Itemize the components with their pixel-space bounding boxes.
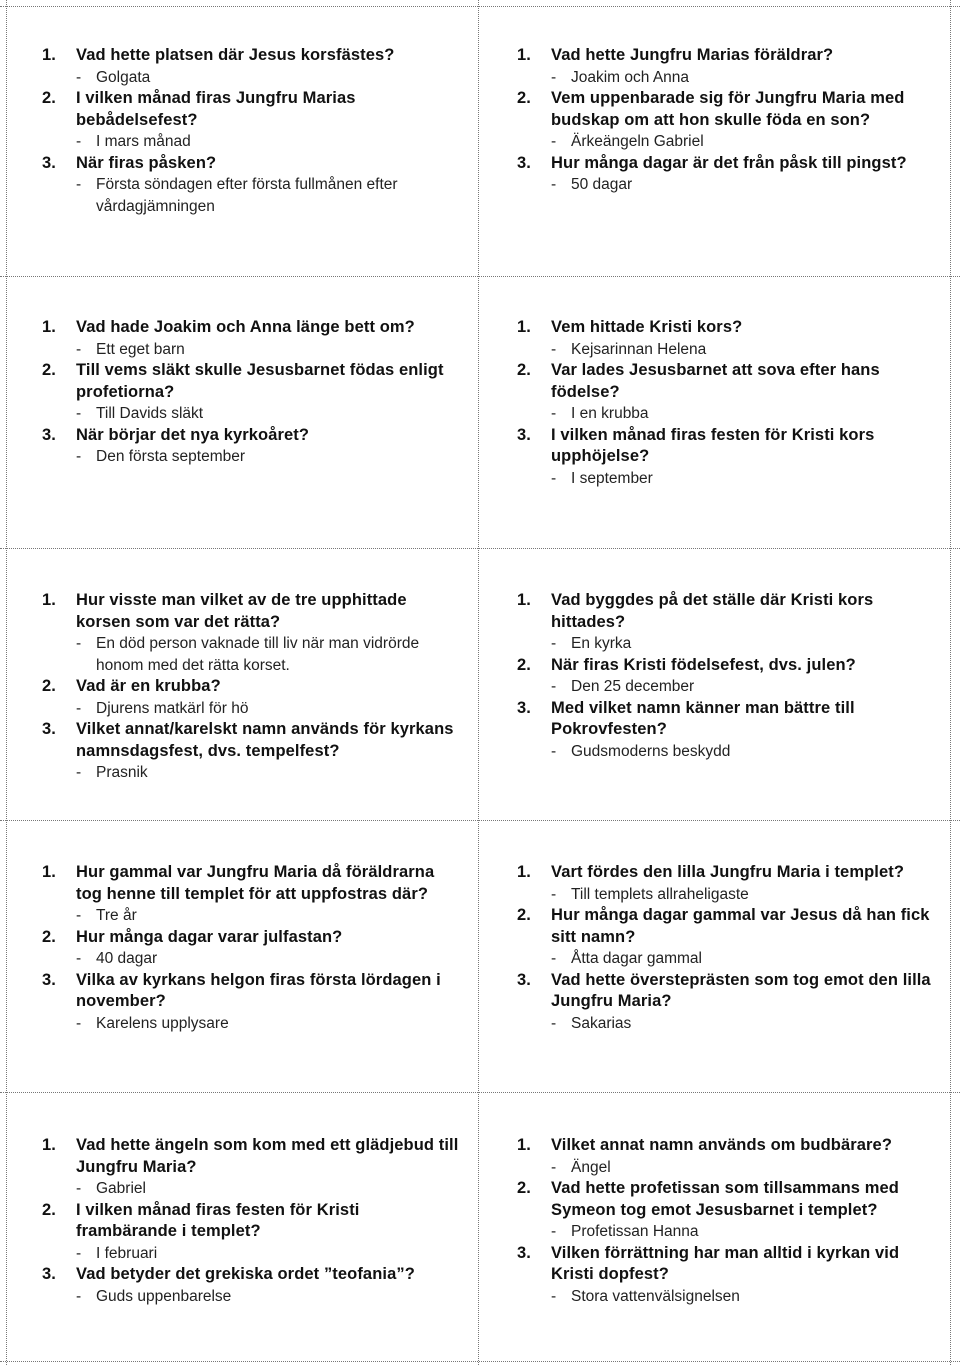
question — [42, 45, 462, 67]
question-text: Vem uppenbarade sig för Jungfru Maria med budskap om att hon skulle föda en son? — [551, 89, 905, 129]
answer — [517, 468, 937, 490]
answer — [517, 1013, 937, 1035]
answer — [42, 1178, 462, 1200]
answer — [42, 67, 462, 89]
question-text: Vilka av kyrkans helgon firas första lördagen i november? — [76, 970, 441, 1010]
question-text: Vad är en krubba? — [76, 677, 221, 695]
question-number: 3. — [517, 425, 531, 444]
answer-dash-icon: - — [551, 340, 557, 358]
question — [517, 590, 937, 633]
answer-dash-icon: - — [76, 907, 82, 924]
answer-text: Kejsarinnan Helena — [571, 340, 707, 358]
quiz-card — [517, 1135, 937, 1307]
question — [517, 1243, 937, 1286]
answer-dash-icon: - — [551, 1014, 557, 1032]
answer-text: En död person vaknade till liv när man vidrörde honom med det rätta korset. — [96, 635, 420, 674]
question — [42, 317, 462, 339]
question-text: Vad betyder det grekiska ordet ”teofania”? — [76, 1265, 415, 1283]
cut-line-row-1 — [0, 276, 960, 277]
answer-dash-icon: - — [76, 1287, 82, 1305]
question — [517, 862, 937, 884]
question-text: Vad hette Jungfru Marias föräldrar? — [551, 46, 834, 64]
question-number: 3. — [517, 1243, 531, 1262]
question-number: 2. — [517, 89, 531, 107]
answer-text: Stora vattenvälsignelsen — [571, 1287, 740, 1305]
question-list — [517, 317, 937, 489]
answer-dash-icon: - — [551, 1223, 557, 1240]
answer-dash-icon: - — [76, 340, 82, 358]
question — [42, 1264, 462, 1286]
answer-text: Joakim och Anna — [571, 68, 690, 86]
question-list — [517, 590, 937, 762]
question — [517, 905, 937, 948]
quiz-card — [42, 317, 462, 468]
answer — [42, 633, 462, 676]
answer — [42, 131, 462, 153]
answer-text: Profetissan Hanna — [571, 1223, 699, 1240]
answer — [517, 131, 937, 153]
question-text: När firas påsken? — [76, 153, 217, 172]
answer — [517, 174, 937, 196]
quiz-card — [42, 862, 462, 1034]
cut-line-row-3 — [0, 820, 960, 821]
question-number: 2. — [517, 361, 531, 379]
answer — [517, 884, 937, 906]
cut-line-right — [950, 0, 951, 1365]
answer — [517, 339, 937, 361]
answer — [42, 339, 462, 361]
answer-dash-icon: - — [551, 1287, 557, 1305]
answer-text: Guds uppenbarelse — [96, 1287, 232, 1305]
question — [42, 590, 462, 633]
question-number: 2. — [42, 89, 56, 107]
question-number: 2. — [42, 1200, 56, 1219]
answer-text: Åtta dagar gammal — [571, 950, 702, 967]
answer-text: Den 25 december — [571, 678, 695, 695]
answer — [517, 633, 937, 655]
cut-line-row-2 — [0, 548, 960, 549]
question-number: 1. — [517, 1136, 531, 1154]
question — [517, 45, 937, 67]
question — [42, 425, 462, 447]
answer-dash-icon: - — [76, 699, 82, 717]
question-text: Hur gammal var Jungfru Maria då föräldrarna tog henne till templet för att uppfostras där? — [76, 863, 435, 903]
answer — [42, 1286, 462, 1308]
answer-dash-icon: - — [76, 950, 82, 967]
question-number: 1. — [517, 863, 531, 881]
question — [42, 360, 462, 403]
question-number: 1. — [42, 1136, 56, 1154]
answer-dash-icon: - — [76, 68, 82, 86]
cut-line-left — [6, 0, 7, 1365]
question-text: När börjar det nya kyrkoåret? — [76, 425, 310, 444]
question — [42, 862, 462, 905]
cut-line-row-4 — [0, 1092, 960, 1093]
answer — [42, 446, 462, 468]
question-text: Var lades Jesusbarnet att sova efter hans födelse? — [551, 361, 880, 401]
answer-text: 50 dagar — [571, 176, 633, 193]
question — [517, 698, 937, 741]
answer-text: Till templets allraheligaste — [571, 885, 749, 903]
question-text: Vad hette ängeln som kom med ett glädjebud till Jungfru Maria? — [76, 1136, 459, 1176]
question-list — [517, 862, 937, 1034]
question — [517, 1135, 937, 1157]
answer-dash-icon: - — [551, 405, 557, 422]
answer-dash-icon: - — [76, 133, 82, 150]
answer-text: I mars månad — [96, 133, 191, 150]
cut-line-top — [0, 6, 960, 7]
answer — [517, 67, 937, 89]
question — [517, 360, 937, 403]
answer-text: Första söndagen efter första fullmånen efter vårdagjämningen — [96, 176, 398, 215]
answer-dash-icon: - — [551, 678, 557, 695]
question-text: Vad hette profetissan som tillsammans med Symeon tog emot Jesusbarnet i templet? — [551, 1179, 899, 1219]
answer-dash-icon: - — [76, 1180, 82, 1197]
answer-dash-icon: - — [76, 1244, 82, 1262]
question-number: 1. — [42, 318, 56, 336]
answer-dash-icon: - — [551, 68, 557, 86]
answer-dash-icon: - — [76, 405, 82, 422]
answer — [517, 741, 937, 763]
question-text: Vad hette platsen där Jesus korsfästes? — [76, 46, 395, 64]
answer-text: Golgata — [96, 68, 151, 86]
answer-text: Sakarias — [571, 1014, 632, 1032]
answer-text: Gudsmoderns beskydd — [571, 742, 731, 760]
question-text: Till vems släkt skulle Jesusbarnet födas enligt profetiorna? — [76, 361, 444, 401]
question — [42, 676, 462, 698]
answer — [42, 762, 462, 784]
question-list — [42, 45, 462, 217]
question — [42, 970, 462, 1013]
answer-text: Ett eget barn — [96, 340, 185, 358]
question-list — [42, 590, 462, 784]
answer-dash-icon: - — [76, 635, 82, 652]
question-number: 2. — [42, 927, 56, 946]
answer-text: Prasnik — [96, 764, 148, 781]
quiz-card — [517, 862, 937, 1034]
question-number: 1. — [517, 591, 531, 609]
question — [42, 1135, 462, 1178]
question — [517, 425, 937, 468]
question-number: 3. — [42, 1265, 56, 1283]
question-number: 3. — [517, 153, 531, 172]
question — [517, 153, 937, 175]
question-text: Vem hittade Kristi kors? — [551, 318, 743, 336]
answer — [42, 1243, 462, 1265]
answer-text: En kyrka — [571, 635, 632, 652]
answer-text: Djurens matkärl för hö — [96, 699, 249, 717]
question-list — [517, 45, 937, 196]
quiz-card — [517, 45, 937, 196]
question — [42, 1200, 462, 1243]
answer-dash-icon: - — [551, 950, 557, 967]
answer-dash-icon: - — [76, 448, 82, 465]
question-number: 2. — [42, 361, 56, 379]
answer — [42, 905, 462, 927]
quiz-card — [42, 1135, 462, 1307]
answer — [517, 1157, 937, 1179]
answer-dash-icon: - — [551, 742, 557, 760]
question-text: Vad hade Joakim och Anna länge bett om? — [76, 318, 415, 336]
question-number: 2. — [42, 677, 56, 695]
answer-dash-icon: - — [551, 176, 557, 193]
question — [42, 153, 462, 175]
answer-text: Tre år — [96, 907, 137, 924]
answer-dash-icon: - — [551, 133, 557, 150]
question-number: 1. — [517, 318, 531, 336]
question-text: I vilken månad firas festen för Kristi kors upphöjelse? — [551, 425, 875, 465]
question-text: Vilket annat/karelskt namn används för kyrkans namnsdagsfest, dvs. tempelfest? — [76, 720, 454, 760]
answer — [517, 1286, 937, 1308]
answer — [517, 676, 937, 698]
question-text: Vad hette översteprästen som tog emot den lilla Jungfru Maria? — [551, 970, 931, 1010]
question-text: I vilken månad firas Jungfru Marias bebådelsefest? — [76, 89, 356, 129]
question-number: 3. — [42, 153, 56, 172]
answer-text: Ärkeängeln Gabriel — [571, 133, 704, 150]
quiz-card — [517, 317, 937, 489]
answer — [517, 403, 937, 425]
question-text: I vilken månad firas festen för Kristi frambärande i templet? — [76, 1200, 360, 1240]
answer-text: Karelens upplysare — [96, 1014, 229, 1032]
question-number: 3. — [517, 698, 531, 717]
question — [517, 970, 937, 1013]
question-text: Hur många dagar är det från påsk till pingst? — [551, 153, 907, 172]
answer-dash-icon: - — [76, 176, 82, 193]
question — [517, 1178, 937, 1221]
question-number: 1. — [42, 46, 56, 64]
answer-text: Gabriel — [96, 1180, 146, 1197]
question-number: 2. — [517, 655, 531, 674]
question-text: Hur många dagar gammal var Jesus då han fick sitt namn? — [551, 906, 930, 946]
question-text: Vart fördes den lilla Jungfru Maria i templet? — [551, 863, 905, 881]
question — [517, 88, 937, 131]
answer — [517, 1221, 937, 1243]
answer-text: I februari — [96, 1244, 158, 1262]
answer-dash-icon: - — [551, 635, 557, 652]
question — [42, 719, 462, 762]
question-text: Vilket annat namn används om budbärare? — [551, 1136, 893, 1154]
answer-dash-icon: - — [551, 1158, 557, 1176]
question — [42, 927, 462, 949]
answer — [517, 948, 937, 970]
question-text: Hur visste man vilket av de tre upphittade korsen som var det rätta? — [76, 591, 407, 631]
answer-dash-icon: - — [551, 885, 557, 903]
answer-text: I september — [571, 469, 653, 487]
answer — [42, 698, 462, 720]
answer — [42, 1013, 462, 1035]
question-list — [42, 317, 462, 468]
cut-line-bottom — [0, 1361, 960, 1362]
question — [517, 655, 937, 677]
question-text: Vad byggdes på det ställe där Kristi kors hittades? — [551, 591, 874, 631]
answer-text: Ängel — [571, 1158, 611, 1176]
quiz-card — [517, 590, 937, 762]
question-number: 3. — [42, 425, 56, 444]
question-list — [517, 1135, 937, 1307]
answer — [42, 403, 462, 425]
answer-dash-icon: - — [76, 1014, 82, 1032]
answer — [42, 174, 462, 217]
question-number: 2. — [517, 1179, 531, 1197]
question-number: 1. — [42, 863, 56, 881]
question-number: 1. — [42, 591, 56, 609]
answer-text: Den första september — [96, 448, 246, 465]
question — [42, 88, 462, 131]
question-number: 2. — [517, 906, 531, 924]
question-text: Med vilket namn känner man bättre till Pokrovfesten? — [551, 698, 855, 738]
question-text: Vilken förrättning har man alltid i kyrkan vid Kristi dopfest? — [551, 1243, 900, 1283]
question-number: 1. — [517, 46, 531, 64]
answer-text: I en krubba — [571, 405, 649, 422]
question — [517, 317, 937, 339]
answer-dash-icon: - — [551, 469, 557, 487]
question-number: 3. — [517, 970, 531, 989]
answer-text: 40 dagar — [96, 950, 158, 967]
question-list — [42, 862, 462, 1034]
cut-line-middle — [478, 0, 479, 1365]
quiz-card — [42, 45, 462, 217]
answer-dash-icon: - — [76, 764, 82, 781]
quiz-card — [42, 590, 462, 784]
answer-text: Till Davids släkt — [96, 405, 204, 422]
question-number: 3. — [42, 720, 56, 738]
question-text: När firas Kristi födelsefest, dvs. julen? — [551, 655, 856, 674]
question-text: Hur många dagar varar julfastan? — [76, 927, 343, 946]
answer — [42, 948, 462, 970]
question-number: 3. — [42, 970, 56, 989]
question-list — [42, 1135, 462, 1307]
